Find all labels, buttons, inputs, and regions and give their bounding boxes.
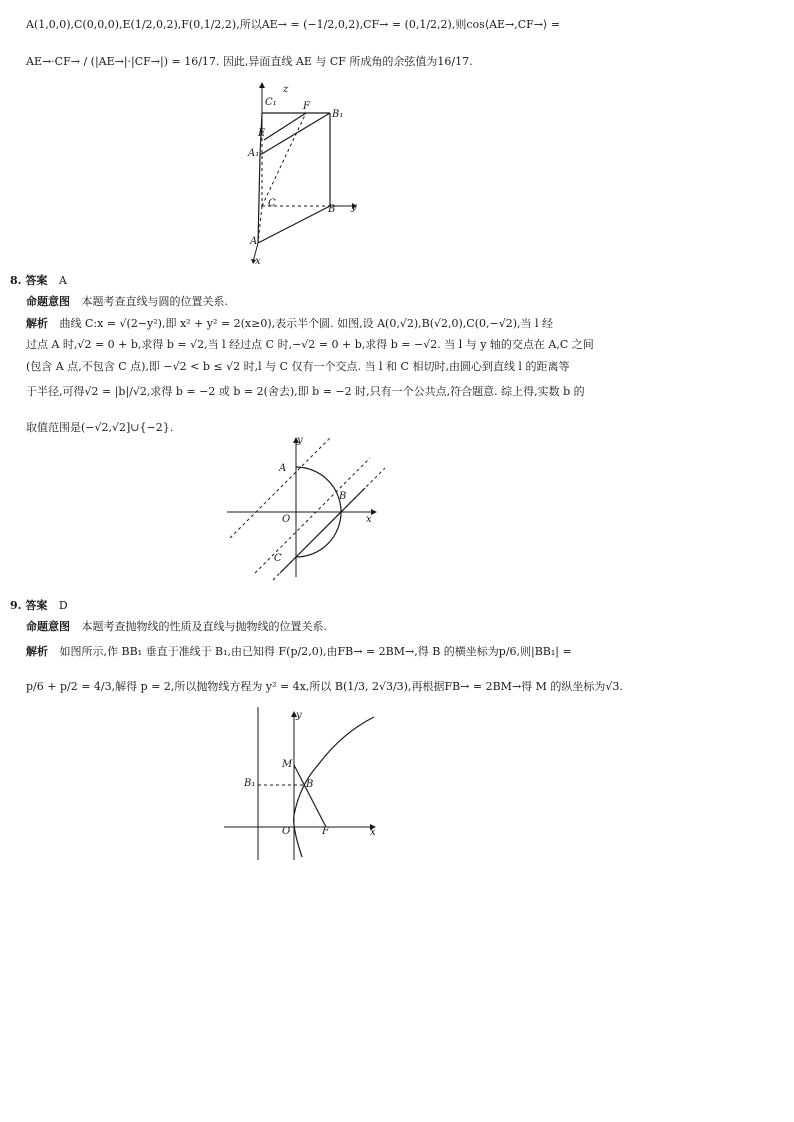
q9-answer: D (58, 599, 68, 612)
q8-line-2: (包含 A 点,不包含 C 点),即 −√2 < b ≤ √2 时,l 与 C 仅有一个交点. 当 l 和 C 相切时,由圆心到直线 l 的距离等 (26, 360, 570, 373)
fig1-label-z: z (283, 84, 289, 95)
figure-parabola (222, 705, 392, 880)
q8-line-4: 取值范围是(−√2,√2]∪{−2}. (26, 421, 174, 434)
fig1-label-b1: B₁ (332, 109, 344, 120)
fig1-label-x: x (255, 256, 261, 267)
fig1-label-c: C (268, 198, 276, 209)
fig1-label-f: F (303, 101, 310, 112)
fig2-label-x: x (366, 514, 372, 525)
q8-line-1: 过点 A 时,√2 = 0 + b,求得 b = √2,当 l 经过点 C 时,−√2 = 0 + b,求得 b = −√2. 当 l 与 y 轴的交点在 A,C 之间 (26, 338, 594, 351)
q8-line-3: 于半径,可得√2 = |b|/√2,求得 b = −2 或 b = 2(舍去),即 b = −2 时,只有一个公共点,符合题意. 综上得,实数 b 的 (26, 385, 585, 398)
figure-semicircle (225, 435, 385, 585)
q9-analysis-label: 解析 (26, 645, 48, 658)
fig3-label-o: O (282, 826, 291, 837)
prev-line-2: AE→·CF→ / (|AE→|·|CF→|) = 16/17. 因此,异面直线 AE 与 CF 所成角的余弦值为16/17. (26, 55, 473, 68)
q9-line-0: 如图所示,作 BB₁ 垂直于准线于 B₁,由已知得 F(p/2,0),由FB→ = 2BM→,得 B 的横坐标为p/6,则|BB₁| = (59, 645, 572, 658)
fig2-label-c: C (274, 553, 282, 564)
q9-intent-row (26, 620, 327, 634)
fig1-label-a1: A₁ (248, 148, 260, 159)
q8-heading-row (10, 274, 67, 288)
fig2-label-o: O (282, 514, 291, 525)
fig2-label-a: A (279, 463, 287, 474)
q9-intent-label: 命题意图 (26, 620, 70, 633)
fig3-label-b: B (306, 779, 314, 790)
fig1-label-c1: C₁ (265, 97, 277, 108)
q8-answer: A (58, 274, 67, 287)
fig3-label-m: M (282, 759, 293, 770)
fig1-label-y: y (351, 202, 357, 213)
q8-line-0: 曲线 C:x = √(2−y²),即 x² + y² = 2(x≥0),表示半个圆. 如图,设 A(0,√2),B(√2,0),C(0,−√2),当 l 经 (59, 317, 554, 330)
q9-line-1: p/6 + p/2 = 4/3,解得 p = 2,所以抛物线方程为 y² = 4x,所以 B(1/3, 2√3/3),再根据FB→ = 2BM→得 M 的纵坐标为√3. (26, 680, 623, 693)
prev-line-1: A(1,0,0),C(0,0,0),E(1/2,0,2),F(0,1/2,2),所以AE→ = (−1/2,0,2),CF→ = (0,1/2,2),则cos⟨AE→,CF→⟩ = (26, 18, 561, 31)
fig3-label-b1: B₁ (244, 778, 256, 789)
fig2-label-b: B (339, 491, 347, 502)
q8-analysis-row (26, 317, 553, 331)
q9-intent: 本题考查抛物线的性质及直线与抛物线的位置关系. (81, 620, 327, 633)
q9-heading-row (10, 599, 68, 613)
q8-analysis-label: 解析 (26, 317, 48, 330)
fig1-label-e: E (258, 128, 266, 139)
fig2-label-y: y (297, 435, 303, 446)
q8-heading: 8. 答案 (10, 274, 48, 287)
q9-analysis-row (26, 645, 572, 659)
fig3-label-f: F (322, 826, 329, 837)
q8-intent: 本题考查直线与圆的位置关系. (81, 295, 228, 308)
fig3-label-y: y (296, 710, 302, 721)
fig1-label-a: A (250, 236, 258, 247)
q8-intent-label: 命题意图 (26, 295, 70, 308)
fig1-label-b: B (328, 204, 336, 215)
figure-3d-prism (240, 80, 380, 270)
fig3-label-x: x (370, 827, 376, 838)
q8-intent-row (26, 295, 228, 309)
q9-heading: 9. 答案 (10, 599, 48, 612)
